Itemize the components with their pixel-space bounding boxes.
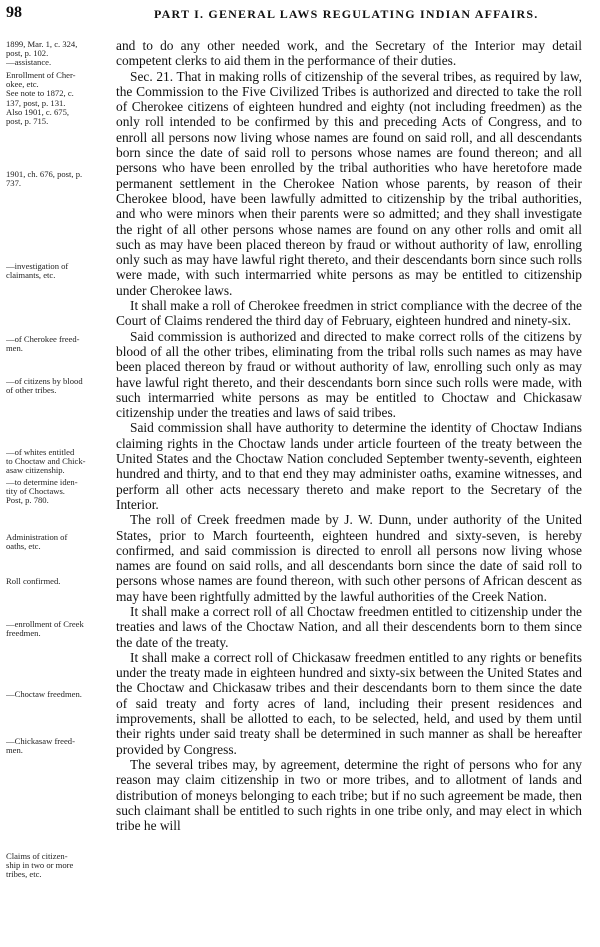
paragraph: The roll of Creek freedmen made by J. W. Dunn, under authority of the United States, prior to March fourteenth, eighteen hundred and sixty-seven, is hereby confirmed, and said commission is directed to enroll all persons now living whose names are found on said rolls, and all descendants born since the date of said roll to persons whose names are found thereon, with such other persons of African descent as may have been rightfully admitted by the lawful authorities of the Creek Nation. (116, 512, 582, 604)
margin-note (6, 448, 112, 476)
margin-note (6, 620, 112, 638)
margin-note-line: of other tribes. (6, 386, 57, 396)
running-title: PART I. GENERAL LAWS REGULATING INDIAN AFFAIRS. (154, 7, 539, 21)
paragraph: It shall make a correct roll of Chickasaw freedmen entitled to any rights or benefits under the treaty made in eighteen hundred and sixty-six between the United States and the Choctaw and Chickasaw tribes and their descendants born to them since the date of said treaty and forty acres of land, including their present residences and improvements, shall be allotted to each, to be selected, held, and used by them until their rights under said treaty shall be determined in such manner as shall be hereafter provided by Congress. (116, 649, 582, 757)
margin-note-line: —enrollment of Creek (6, 620, 84, 629)
margin-note-line: tity of Choctaws. (6, 487, 65, 497)
margin-note-line: post, p. 102. (6, 49, 49, 59)
margin-note-line: —to determine iden- (6, 478, 78, 487)
margin-note (6, 40, 112, 58)
margin-note-line: —Choctaw freedmen. (6, 690, 82, 699)
margin-note-line: post, p. 715. (6, 117, 49, 127)
margin-note-line: 737. (6, 179, 22, 189)
paragraph: It shall make a roll of Cherokee freedmen in strict compliance with the decree of the Court of Claims rendered the third day of February, eighteen hundred and ninety-six. (116, 298, 582, 329)
margin-note-line: ship in two or more (6, 861, 74, 871)
margin-note-line: See note to 1872, c. (6, 89, 74, 99)
margin-note-line: —of citizens by blood (6, 377, 83, 386)
margin-note-line: —of whites entitled (6, 448, 75, 457)
margin-note (6, 852, 112, 880)
margin-note-line: asaw citizenship. (6, 466, 65, 476)
margin-note-line: Roll confirmed. (6, 577, 61, 586)
margin-note-line: men. (6, 344, 23, 354)
page-header (6, 4, 594, 24)
margin-note (6, 737, 112, 755)
margin-note (6, 533, 112, 551)
margin-note-line: 1901, ch. 676, post, p. (6, 170, 83, 179)
margin-note (6, 71, 112, 126)
body-text (116, 38, 582, 833)
margin-note-line: freedmen. (6, 629, 41, 639)
margin-note (6, 377, 112, 395)
margin-note-line: Claims of citizen- (6, 852, 68, 861)
margin-note-line: okee, etc. (6, 80, 39, 90)
margin-note-line: Also 1901, c. 675, (6, 107, 70, 117)
margin-note-line: Post, p. 780. (6, 496, 49, 506)
margin-note-line: tribes, etc. (6, 870, 42, 880)
margin-note-line: Administration of (6, 533, 68, 542)
margin-note-line: to Choctaw and Chick- (6, 457, 86, 467)
margin-note-line: claimants, etc. (6, 271, 56, 281)
margin-note (6, 577, 112, 586)
margin-note (6, 690, 112, 699)
margin-note-line: —of Cherokee freed- (6, 335, 80, 344)
margin-note (6, 262, 112, 280)
margin-note-line: 1899, Mar. 1, c. 324, (6, 40, 78, 49)
margin-note-line: —Chickasaw freed- (6, 737, 75, 746)
margin-note-line: 137, post, p. 131. (6, 98, 66, 108)
margin-note-line: Enrollment of Cher- (6, 71, 76, 80)
margin-note (6, 170, 112, 188)
paragraph: It shall make a correct roll of all Choctaw freedmen entitled to citizenship under the treaties and laws of the Choctaw Nation, and all their descendents born to them since the date of the treaty. (116, 603, 582, 650)
margin-note-line: —investigation of (6, 262, 69, 271)
paragraph: and to do any other needed work, and the Secretary of the Interior may detail competent clerks to aid them in the performance of their duties. (116, 38, 582, 69)
margin-note-line: men. (6, 746, 23, 756)
margin-note (6, 58, 112, 67)
margin-note (6, 335, 112, 353)
margin-note-line: —assistance. (6, 58, 52, 67)
paragraph: Said commission is authorized and directed to make correct rolls of the citizens by blood of all the other tribes, eliminating from the tribal rolls such names as may have been placed thereon by fraud or without authority of law, enrolling such only as may have lawful right thereto, and their descendants born since such rolls were made, with such intermarried white persons as may be entitled to Choctaw and Chickasaw citizenship under the treaties and laws of said tribes. (116, 328, 582, 421)
margin-note (6, 478, 112, 506)
margin-note-line: oaths, etc. (6, 542, 41, 552)
paragraph: The several tribes may, by agreement, determine the right of persons who for any reason may claim citizenship in two or more tribes, and to allotment of lands and distribution of moneys belonging to each tribe; but if no such agreement be made, then such claimant shall be entitled to such rights in one tribe only, and may elect in which tribe he will (116, 756, 582, 834)
paragraph: Sec. 21. That in making rolls of citizenship of the several tribes, as required by law, the Commission to the Five Civilized Tribes is authorized and directed to take the roll of Cherokee citizens of eighteen hundred and eighty (not including freedmen) as the only roll intended to be confirmed by this and preceding Acts of Congress, and to enroll all persons now living whose names are found on said roll, and all descendants born since the date of said roll to persons whose names are found thereon; and all persons who have been enrolled by the tribal authorities who have heretofore made permanent settlement in the Cherokee Nation whose parents, by reason of their Cherokee blood, have been lawfully admitted to citizenship by the tribal authorities, and who were minors when their parents were so admitted; and they shall investigate the right of all other persons whose names are found on any other rolls and omit all such as may have been placed thereon by fraud or without authority of law, enrolling only such as may have lawful right thereto, and their descendants born since such rolls were made, with such intermarried white persons as may be entitled to citizenship under Cherokee laws. (116, 68, 582, 298)
paragraph: Said commission shall have authority to determine the identity of Choctaw Indians claiming rights in the Choctaw lands under article fourteen of the treaty between the United States and the Choctaw Nation concluded September twenty-seventh, eighteen hundred and thirty, and to that end they may administer oaths, examine witnesses, and perform all other acts necessary thereto and make report to the Secretary of the Interior. (116, 420, 582, 512)
page-number: 98 (6, 4, 22, 21)
